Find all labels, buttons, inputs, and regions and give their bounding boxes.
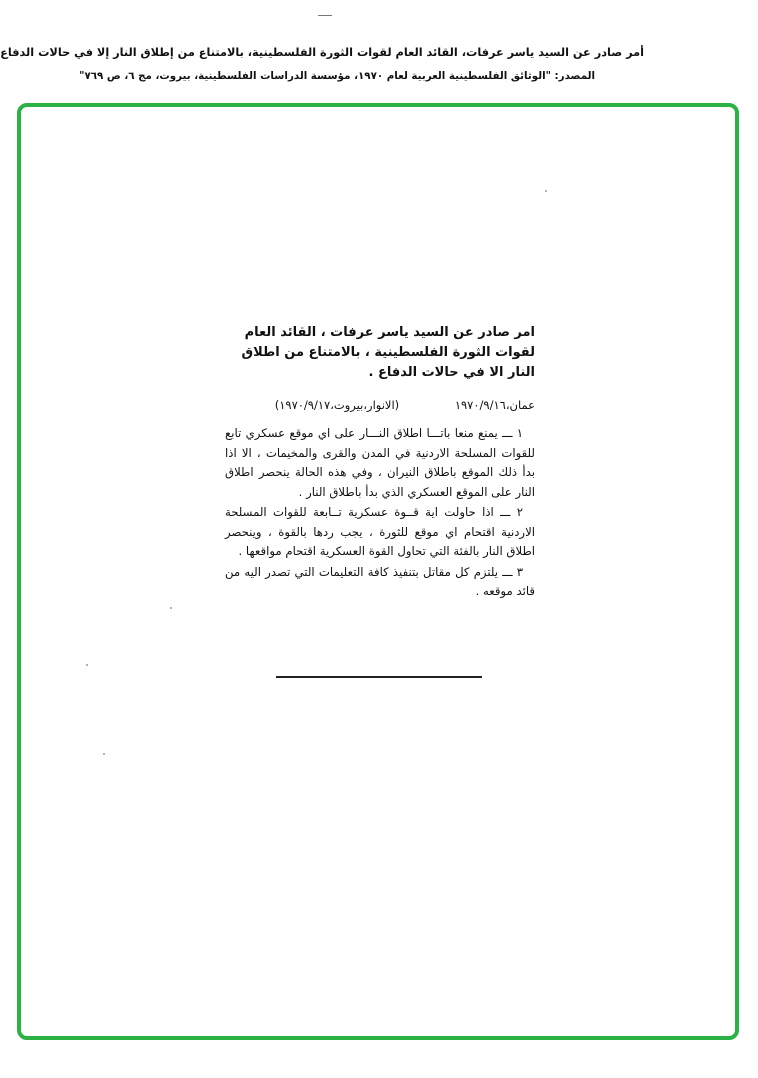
scan-speck xyxy=(170,607,172,609)
scan-speck xyxy=(86,664,88,666)
document-title: امر صادر عن السيد ياسر عرفات ، القائد العام لقوات الثورة الفلسطينية ، بالامتناع من اطلاق النار الا في حالات الدفاع . xyxy=(241,325,535,380)
document-date: عمان،١٩٧٠/٩/١٦ xyxy=(454,398,535,412)
header-source-citation: المصدر: "الوثائق الفلسطينية العربية لعام ١٩٧٠، مؤسسة الدراسات الفلسطينية، بيروت، مج ٦، ص ٧٦٩" xyxy=(79,70,595,82)
closing-rule xyxy=(276,676,482,678)
date-line xyxy=(225,396,535,414)
header-title: أمر صادر عن السيد ياسر عرفات، القائد العام لقوات الثورة الفلسطينية، بالامتناع من إطلاق النار إلا في حالات الدفاع xyxy=(0,46,644,59)
scan-speck xyxy=(103,753,105,755)
paragraph-3: ٣ ـــ يلتزم كل مقاتل بتنفيذ كافة التعليمات التي تصدر اليه من قائد موقعه . xyxy=(225,564,535,598)
scan-speck xyxy=(545,190,547,192)
paragraph-2: ٢ ـــ اذا حاولت اية قــوة عسكرية تــابعة للقوات المسلحة الاردنية اقتحام اي موقع للثورة ، يجب ردها بالقوة ، وينحصر اطلاق النار بالفئة التي تحاول القوة العسكرية اقتحام مواقعها . xyxy=(225,505,535,558)
paragraph-1: ١ ـــ يمنع منعا باتـــا اطلاق النـــار على اي موقع عسكري تابع للقوات المسلحة الاردنية في المدن والقرى والمخيمات ، الا اذا بدأ ذلك الموقع باطلاق النيران ، وفي هذه الحالة ينحصر اطلاق النار على الموقع العسكري الذي بدأ باطلاق النار . xyxy=(225,426,535,499)
top-dash-mark xyxy=(318,15,332,16)
document-reference: (الانوار،بيروت،١٩٧٠/٩/١٧) xyxy=(274,398,400,412)
document-body xyxy=(225,424,535,603)
